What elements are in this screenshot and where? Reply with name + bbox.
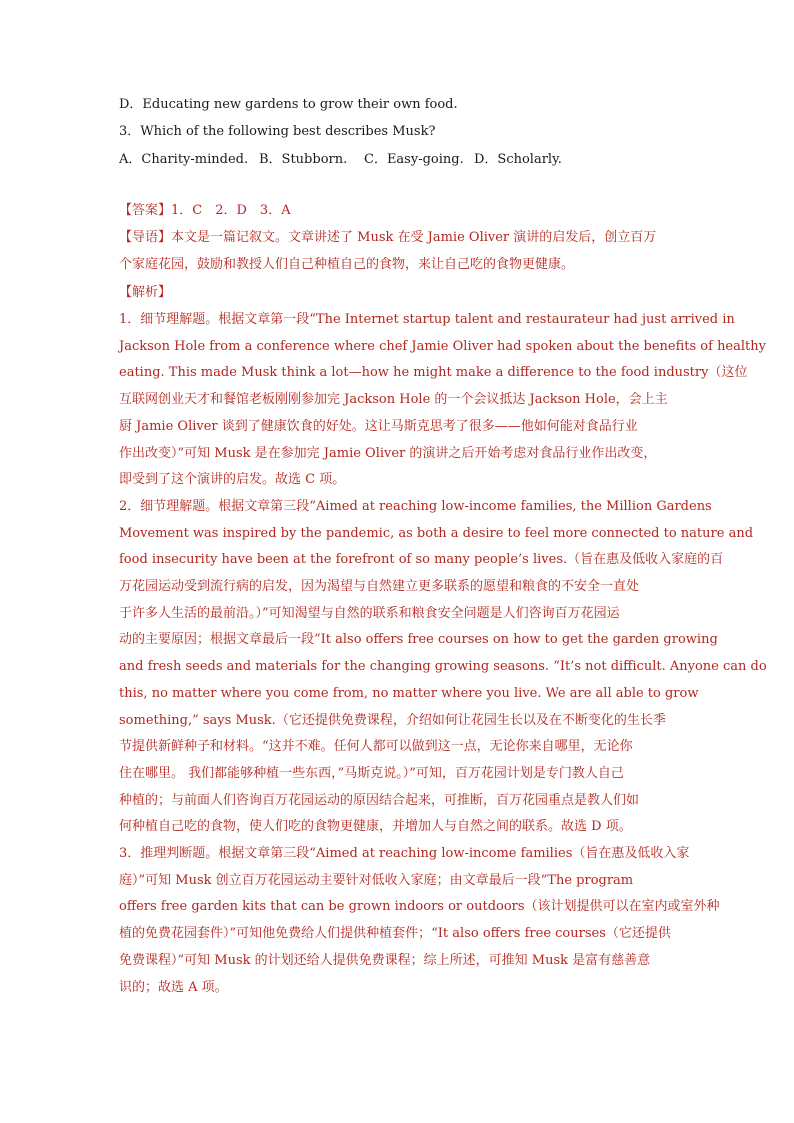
- answer-text: 1．C 2．D 3．A: [171, 203, 291, 218]
- q3-options: [119, 151, 562, 169]
- analysis-line: 免费课程）”可知 Musk 的计划还给人提供免费课程；综上所述，可推知 Musk 是富有慈善意: [119, 952, 651, 968]
- analysis-line: 作出改变）”可知 Musk 是在参加完 Jamie Oliver 的演讲之后开始考虑对食品行业作出改变，: [119, 445, 657, 461]
- analysis-line: 何种植自己吃的食物，使人们吃的食物更健康，并增加人与自然之间的联系。故选 D 项。: [119, 819, 632, 835]
- analysis-line: 3．推理判断题。根据文章第三段“Aimed at reaching low-income families（旨在惠及低收入家: [119, 846, 690, 861]
- analysis-line: 植的免费花园套件）”可知他免费给人们提供种植套件；“It also offers free courses（它还提供: [119, 926, 671, 942]
- q2-option-d: D．Educating new gardens to grow their own food.: [119, 97, 458, 112]
- analysis-line: and fresh seeds and materials for the changing growing seasons. “It’s not difficult. Anyone can do: [119, 659, 767, 675]
- guide-line-1: [119, 229, 656, 247]
- analysis-line: 住在哪里。 我们都能够种植一些东西，”马斯克说。）”可知，百万花园计划是专门教人自己: [119, 765, 624, 781]
- analysis-line: something,” says Musk.（它还提供免费课程，介绍如何让花园生长以及在不断变化的生长季: [119, 712, 666, 728]
- analysis-line: Jackson Hole from a conference where chef Jamie Oliver had spoken about the benefits of healthy: [119, 338, 766, 354]
- analysis-line: eating. This made Musk think a lot—how he might make a difference to the food industry（这位: [119, 365, 748, 381]
- q3-option-c: C．Easy-going.: [364, 152, 464, 167]
- analysis-line: 2．细节理解题。根据文章第三段“Aimed at reaching low-income families, the Million Gardens: [119, 498, 712, 514]
- guide-label: 【导语】: [119, 230, 172, 245]
- guide-line-2: 个家庭花园，鼓励和教授人们自己种植自己的食物，来让自己吃的食物更健康。: [119, 257, 575, 272]
- guide-text-1: 本文是一篇记叙文。文章讲述了 Musk 在受 Jamie Oliver 演讲的启发后，创立百万: [171, 230, 657, 245]
- analysis-line: 识的；故选 A 项。: [119, 979, 228, 995]
- q3-option-d: D．Scholarly.: [474, 152, 562, 167]
- answer-line: [119, 202, 291, 220]
- analysis-line: Movement was inspired by the pandemic, as both a desire to feel more connected to nature and: [119, 525, 754, 541]
- analysis-line: 厨 Jamie Oliver 谈到了健康饮食的好处。这让马斯克思考了很多——他如何能对食品行业: [119, 418, 638, 434]
- analysis-label: 【解析】: [119, 285, 172, 300]
- analysis-line: 节提供新鲜种子和材料。“这并不难。任何人都可以做到这一点，无论你来自哪里，无论你: [119, 739, 633, 755]
- analysis-line: 种植的；与前面人们咨询百万花园运动的原因结合起来，可推断，百万花园重点是教人们如: [119, 792, 640, 808]
- analysis-line: 于许多人生活的最前沿。）”可知渴望与自然的联系和粮食安全问题是人们咨询百万花园运: [119, 605, 620, 621]
- q3-option-b: B．Stubborn.: [259, 152, 348, 167]
- analysis-line: this, no matter where you come from, no matter where you live. We are all able to grow: [119, 685, 699, 701]
- q3-option-a: A．Charity-minded.: [119, 152, 249, 167]
- q3-stem: 3．Which of the following best describes Musk?: [119, 124, 436, 139]
- analysis-line: 动的主要原因；根据文章最后一段“It also offers free courses on how to get the garden growing: [119, 632, 718, 648]
- analysis-line: offers free garden kits that can be grown indoors or outdoors（该计划提供可以在室内或室外种: [119, 899, 720, 915]
- analysis-line: food insecurity have been at the forefront of so many people’s lives.（旨在惠及低收入家庭的百: [119, 552, 724, 568]
- answer-label: 【答案】: [119, 203, 172, 218]
- analysis-line: 庭）”可知 Musk 创立百万花园运动主要针对低收入家庭；由文章最后一段“The program: [119, 872, 634, 888]
- analysis-line: 互联网创业天才和餐馆老板刚刚参加完 Jackson Hole 的一个会议抵达 Jackson Hole，会上主: [119, 392, 668, 408]
- analysis-line: 1．细节理解题。根据文章第一段“The Internet startup talent and restaurateur had just arrived in: [119, 312, 735, 327]
- analysis-line: 即受到了这个演讲的启发。故选 C 项。: [119, 472, 346, 488]
- analysis-line: 万花园运动受到流行病的启发，因为渴望与自然建立更多联系的愿望和粮食的不安全一直处: [119, 579, 640, 594]
